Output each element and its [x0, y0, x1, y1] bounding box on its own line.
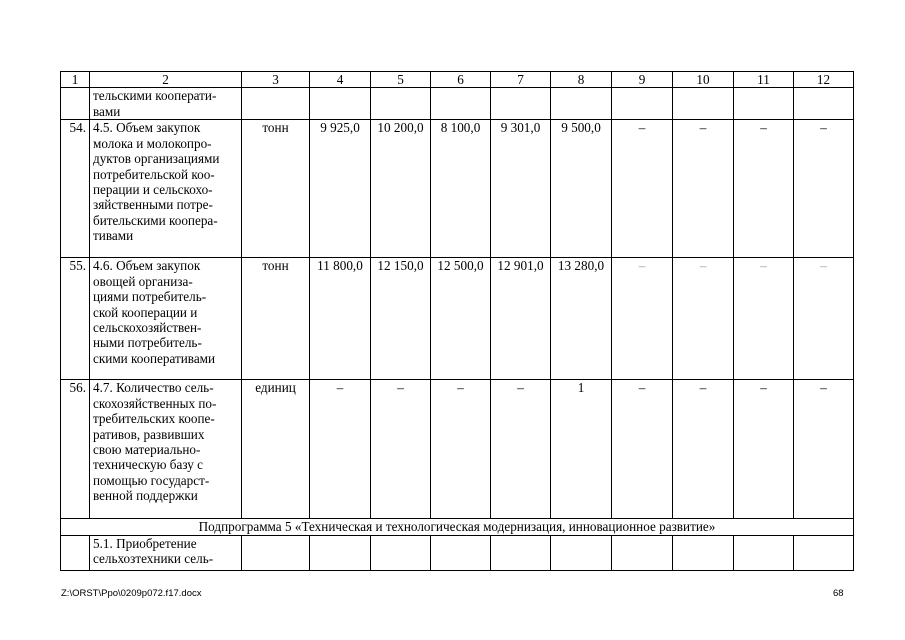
- value-cell: 9 301,0: [491, 120, 551, 258]
- row-number: 54.: [61, 120, 90, 258]
- column-number: 10: [673, 72, 734, 88]
- value-cell: –: [491, 380, 551, 519]
- indicator-name: 4.6. Объем закупок овощей организа- циями потребитель- ской кооперации и сельскохозяйствен- ными потребитель- скими кооперативами: [90, 258, 242, 380]
- indicator-name: 4.5. Объем закупок молока и молокопро- дуктов организациями потребительской коо- перации и сельскохо- зяйственными потре- бительскими коопера- тивами: [90, 120, 242, 258]
- unit: единиц: [242, 380, 310, 519]
- value-cell: 11 800,0: [310, 258, 371, 380]
- value-cell: –: [673, 258, 734, 380]
- column-number: 7: [491, 72, 551, 88]
- value-cell: 12 901,0: [491, 258, 551, 380]
- indicator-name: тельскими кооперати- вами: [90, 88, 242, 120]
- value-cell: –: [612, 258, 673, 380]
- unit: тонн: [242, 120, 310, 258]
- table-row: [61, 380, 854, 519]
- value-cell: –: [612, 380, 673, 519]
- value-cell: –: [431, 380, 491, 519]
- value-cell: –: [794, 120, 854, 258]
- value-cell: 9 500,0: [551, 120, 612, 258]
- row-number: 56.: [61, 380, 90, 519]
- value-cell: 10 200,0: [371, 120, 431, 258]
- column-number: 4: [310, 72, 371, 88]
- indicators-table: [60, 71, 854, 571]
- value-cell: –: [371, 380, 431, 519]
- row-number: [61, 88, 90, 120]
- subprogram-row: [61, 519, 854, 535]
- row-number: [61, 535, 90, 570]
- indicator-name: 5.1. Приобретение сельхозтехники сель-: [90, 535, 242, 570]
- value-cell: –: [794, 380, 854, 519]
- row-number: 55.: [61, 258, 90, 380]
- table-row-continuation: [61, 88, 854, 120]
- value-cell: –: [734, 120, 794, 258]
- value-cell: 12 150,0: [371, 258, 431, 380]
- value-cell: –: [734, 258, 794, 380]
- value-cell: –: [673, 120, 734, 258]
- file-path: Z:\ORST\Ppo\0209p072.f17.docx: [61, 588, 202, 599]
- value-cell: 12 500,0: [431, 258, 491, 380]
- value-cell: 9 925,0: [310, 120, 371, 258]
- column-number: 11: [734, 72, 794, 88]
- column-number: 9: [612, 72, 673, 88]
- column-number: 5: [371, 72, 431, 88]
- column-number-row: [61, 72, 854, 88]
- indicator-name: 4.7. Количество сель- скохозяйственных по- требительских коопе- ративов, развивших свою материально- техническую базу с помощью государст- венной поддержки: [90, 380, 242, 519]
- value-cell: 13 280,0: [551, 258, 612, 380]
- value-cell: 1: [551, 380, 612, 519]
- value-cell: –: [794, 258, 854, 380]
- column-number: 2: [90, 72, 242, 88]
- value-cell: –: [310, 380, 371, 519]
- value-cell: –: [734, 380, 794, 519]
- table-row: [61, 120, 854, 258]
- column-number: 8: [551, 72, 612, 88]
- unit: тонн: [242, 258, 310, 380]
- column-number: 12: [794, 72, 854, 88]
- table-row: [61, 535, 854, 570]
- column-number: 6: [431, 72, 491, 88]
- value-cell: 8 100,0: [431, 120, 491, 258]
- subprogram-title: Подпрограмма 5 «Техническая и технологическая модернизация, инновационное развитие»: [61, 519, 854, 535]
- page-number: 68: [833, 588, 844, 599]
- value-cell: –: [612, 120, 673, 258]
- column-number: 1: [61, 72, 90, 88]
- value-cell: –: [673, 380, 734, 519]
- column-number: 3: [242, 72, 310, 88]
- table-row: [61, 258, 854, 380]
